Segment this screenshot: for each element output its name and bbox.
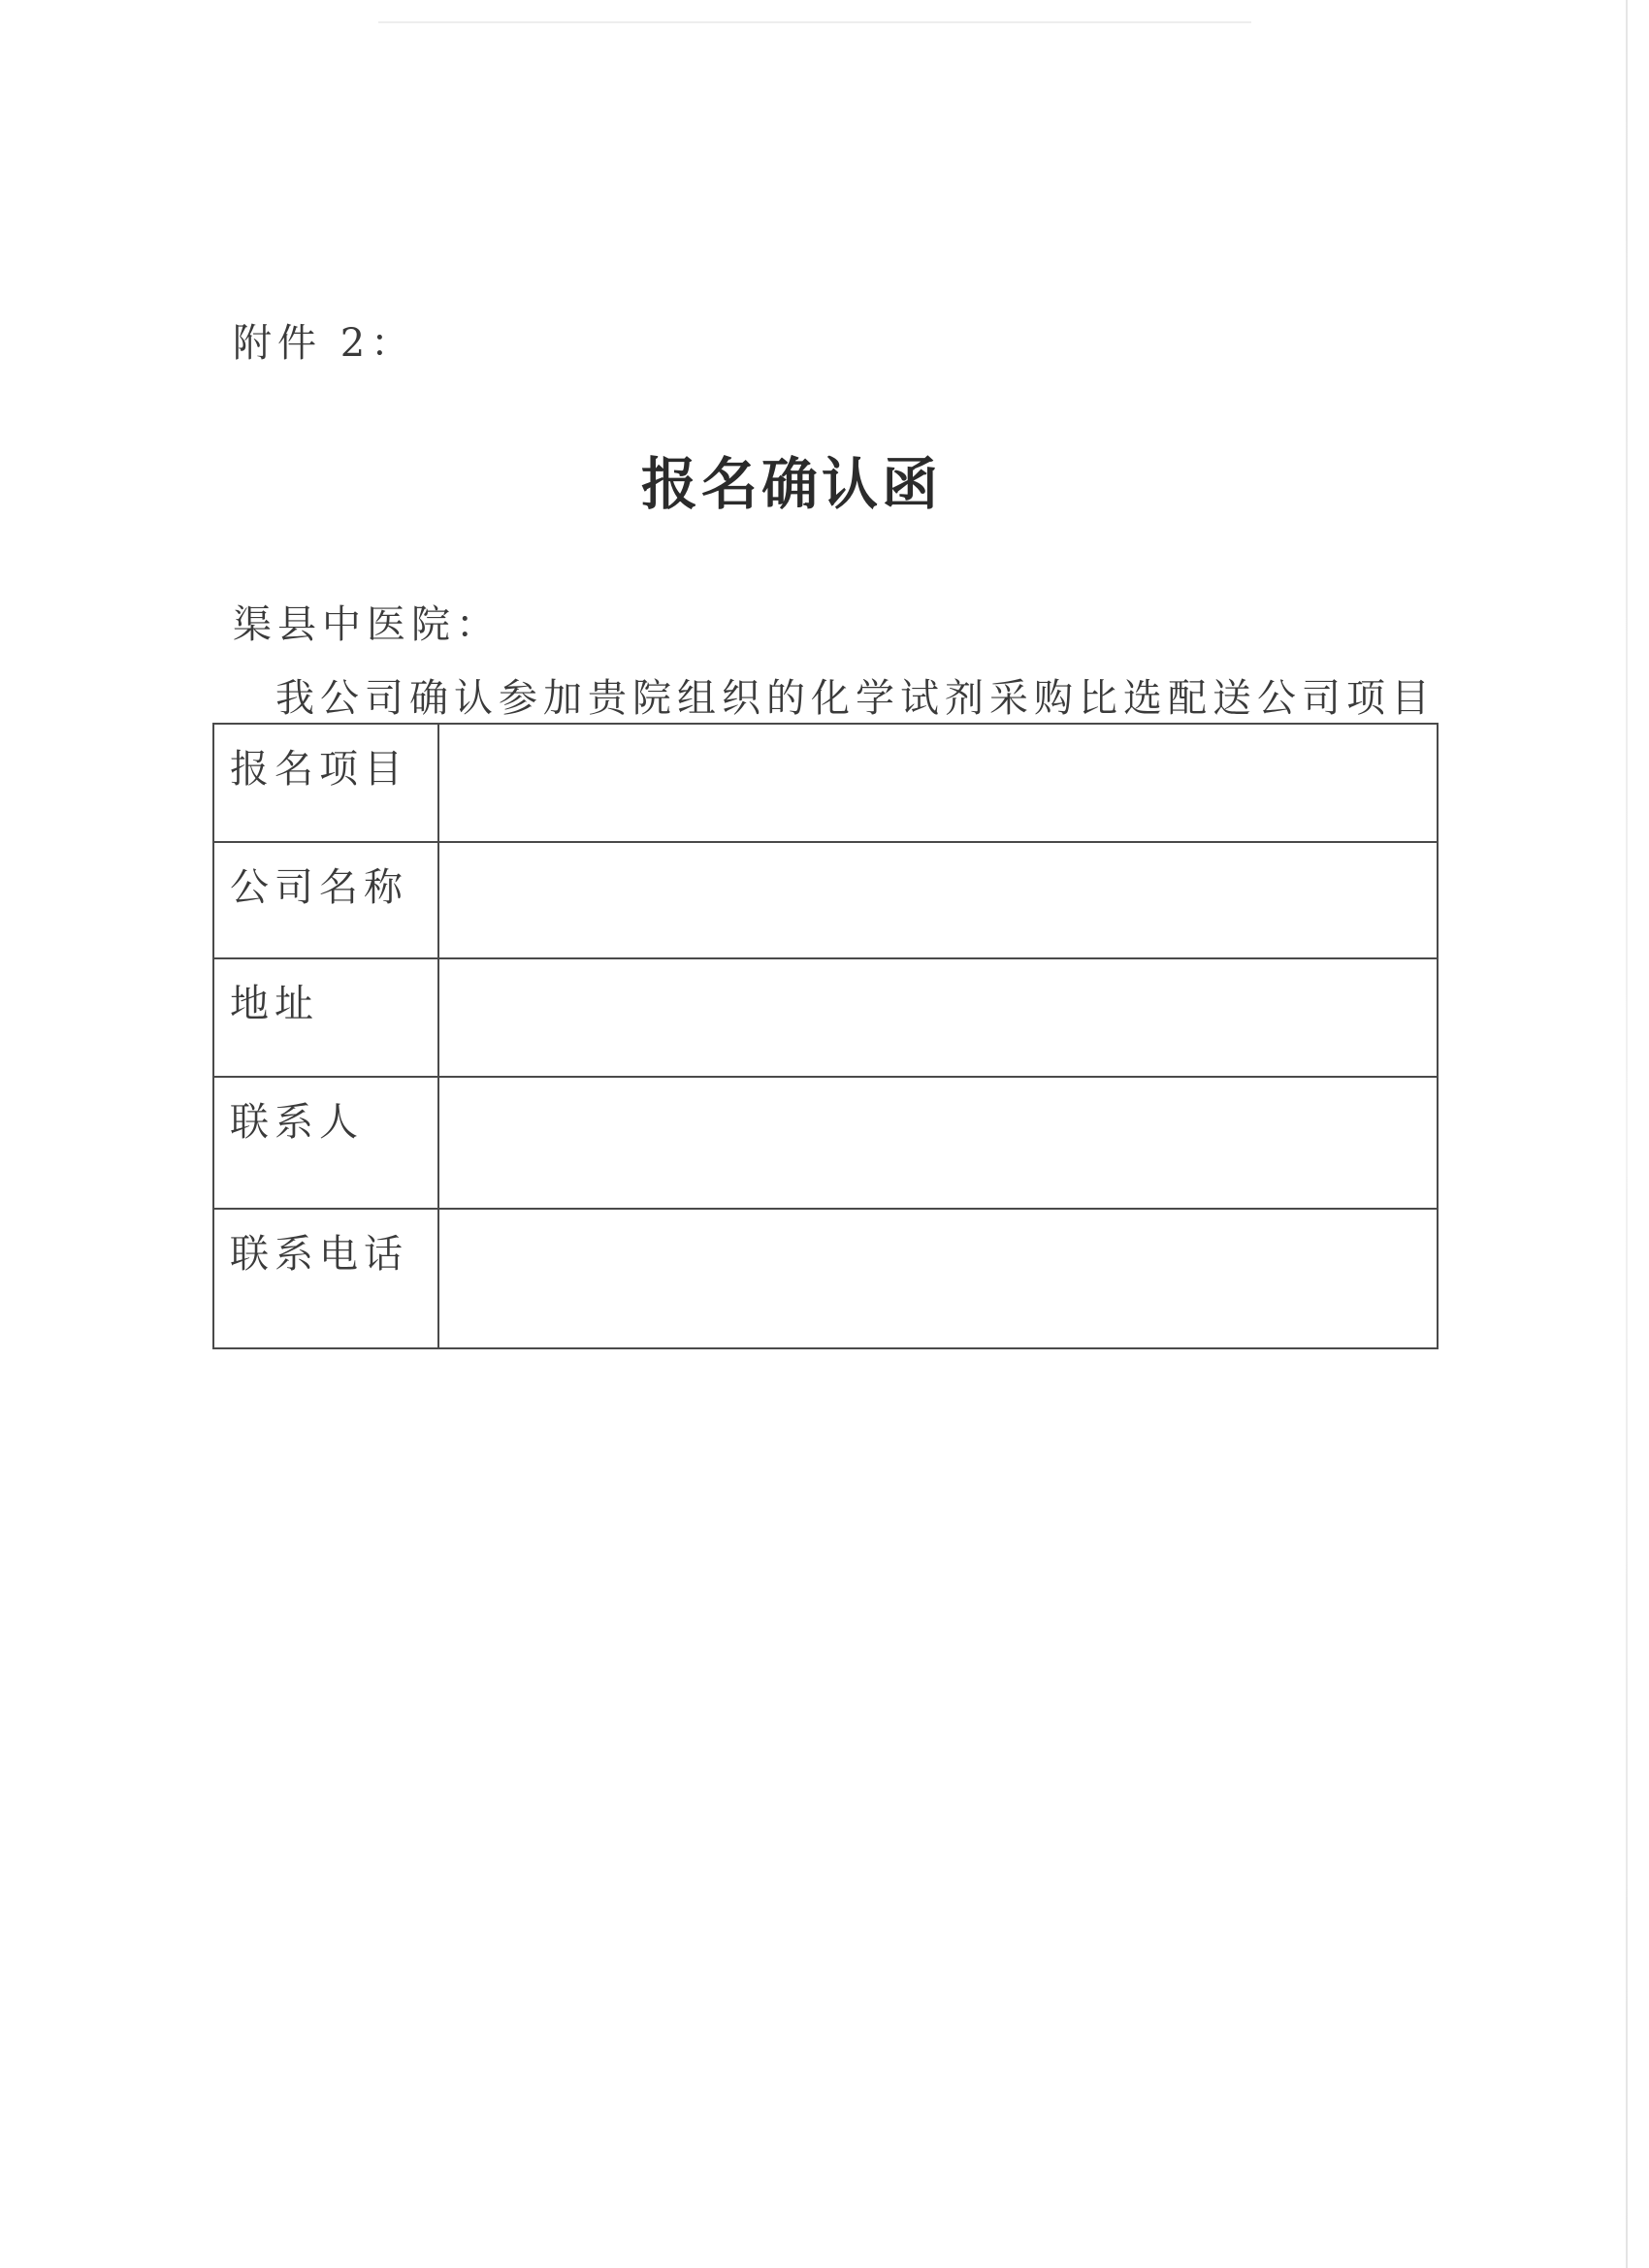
table-row [213, 1077, 1438, 1209]
row-label-contact-phone: 联系电话 [213, 1209, 438, 1348]
row-label-contact-person: 联系人 [213, 1077, 438, 1209]
row-value-project[interactable] [438, 724, 1438, 842]
table-row [213, 958, 1438, 1077]
row-value-contact-phone[interactable] [438, 1209, 1438, 1348]
recipient-line: 渠县中医院： [233, 602, 501, 647]
row-value-company-name[interactable] [438, 842, 1438, 958]
row-value-address[interactable] [438, 958, 1438, 1077]
scan-edge-right [1626, 0, 1628, 2268]
table-row [213, 842, 1438, 958]
row-label-company-name: 公司名称 [213, 842, 438, 958]
row-value-contact-person[interactable] [438, 1077, 1438, 1209]
scan-edge-top [378, 21, 1251, 23]
table-row [213, 1209, 1438, 1348]
row-label-address: 地址 [213, 958, 438, 1077]
table-row [213, 724, 1438, 842]
registration-form-table [212, 723, 1439, 1349]
attachment-label: 附件 2： [233, 321, 416, 366]
document-title: 报名确认函 [640, 451, 942, 517]
row-label-project: 报名项目 [213, 724, 438, 842]
body-text: 我公司确认参加贵院组织的化学试剂采购比选配送公司项目 [275, 676, 1436, 721]
